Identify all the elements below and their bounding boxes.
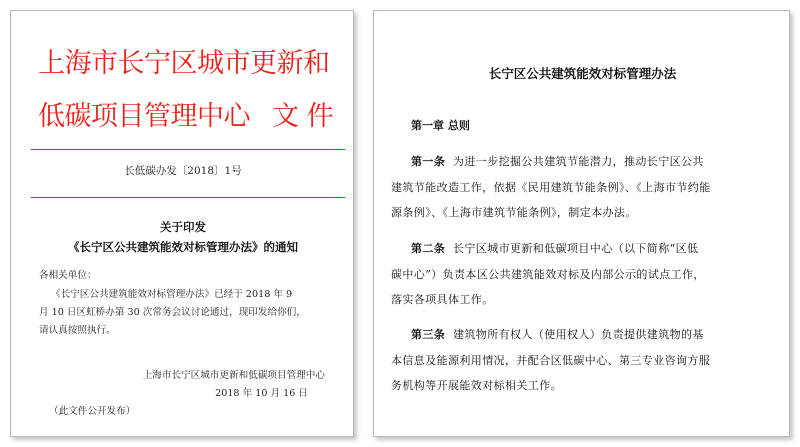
document-number: 长低碳办发〔2018〕1号 [124, 165, 242, 177]
red-header-document-word: 文 件 [272, 101, 334, 132]
article-2-first-line [411, 240, 698, 256]
publication-note: （此文件公开发布） [49, 406, 136, 417]
article-2-line: 落实各项具体工作。 [391, 293, 494, 306]
red-header-line-1: 上海市长宁区城市更新和 [38, 48, 330, 79]
regulation-page [373, 10, 790, 437]
chapter-heading: 第一章 总则 [411, 119, 470, 132]
red-divider-bottom [31, 197, 345, 198]
notice-title-line-2: 《长宁区公共建筑能效对标管理办法》的通知 [68, 240, 298, 254]
notice-title-line-1: 关于印发 [160, 220, 206, 234]
article-1-label: 第一条 [411, 155, 446, 168]
notice-body-line: 月 10 日区虹桥办第 30 次常务会议讨论通过，现印发给你们， [39, 307, 306, 318]
article-3-line: 本信息及能源利用情况，并配合区低碳中心、第三专业咨询方服 [391, 354, 711, 367]
notice-body-line: 请认真按照执行。 [39, 325, 116, 336]
article-1-first-line [411, 153, 704, 169]
salutation: 各相关单位： [39, 270, 97, 281]
issue-date: 2018 年 10 月 16 日 [215, 388, 308, 399]
article-2-label: 第二条 [411, 242, 446, 255]
article-1-line: 源条例》、《上海市建筑节能条例》，制定本办法。 [391, 206, 637, 219]
regulation-title: 长宁区公共建筑能效对标管理办法 [488, 66, 677, 81]
red-divider-top [31, 149, 345, 150]
article-3-first-line [411, 326, 704, 342]
article-2-text: 长宁区城市更新和低碳项目中心（以下简称“区低 [453, 242, 699, 255]
notice-body-line: 《长宁区公共建筑能效对标管理办法》已经于 2018 年 9 [51, 289, 293, 300]
article-2-line: 碳中心”）负责本区公共建筑能效对标及内部公示的试点工作， [391, 268, 705, 281]
red-header-line-2 [38, 94, 333, 133]
notice-page [10, 10, 354, 437]
red-header-issuer: 低碳项目管理中心 [38, 101, 250, 132]
article-3-line: 务机构等开展能效对标相关工作。 [391, 379, 562, 392]
article-1-line: 建筑节能改造工作，依据《民用建筑节能条例》、《上海市节约能 [391, 181, 711, 194]
article-3-text: 建筑物所有权人（使用权人）负责提供建筑物的基 [453, 328, 704, 341]
article-3-label: 第三条 [411, 328, 446, 341]
article-1-text: 为进一步挖掘公共建筑节能潜力，推动长宁区公共 [453, 155, 704, 168]
issuer-signature: 上海市长宁区城市更新和低碳项目管理中心 [142, 370, 325, 381]
